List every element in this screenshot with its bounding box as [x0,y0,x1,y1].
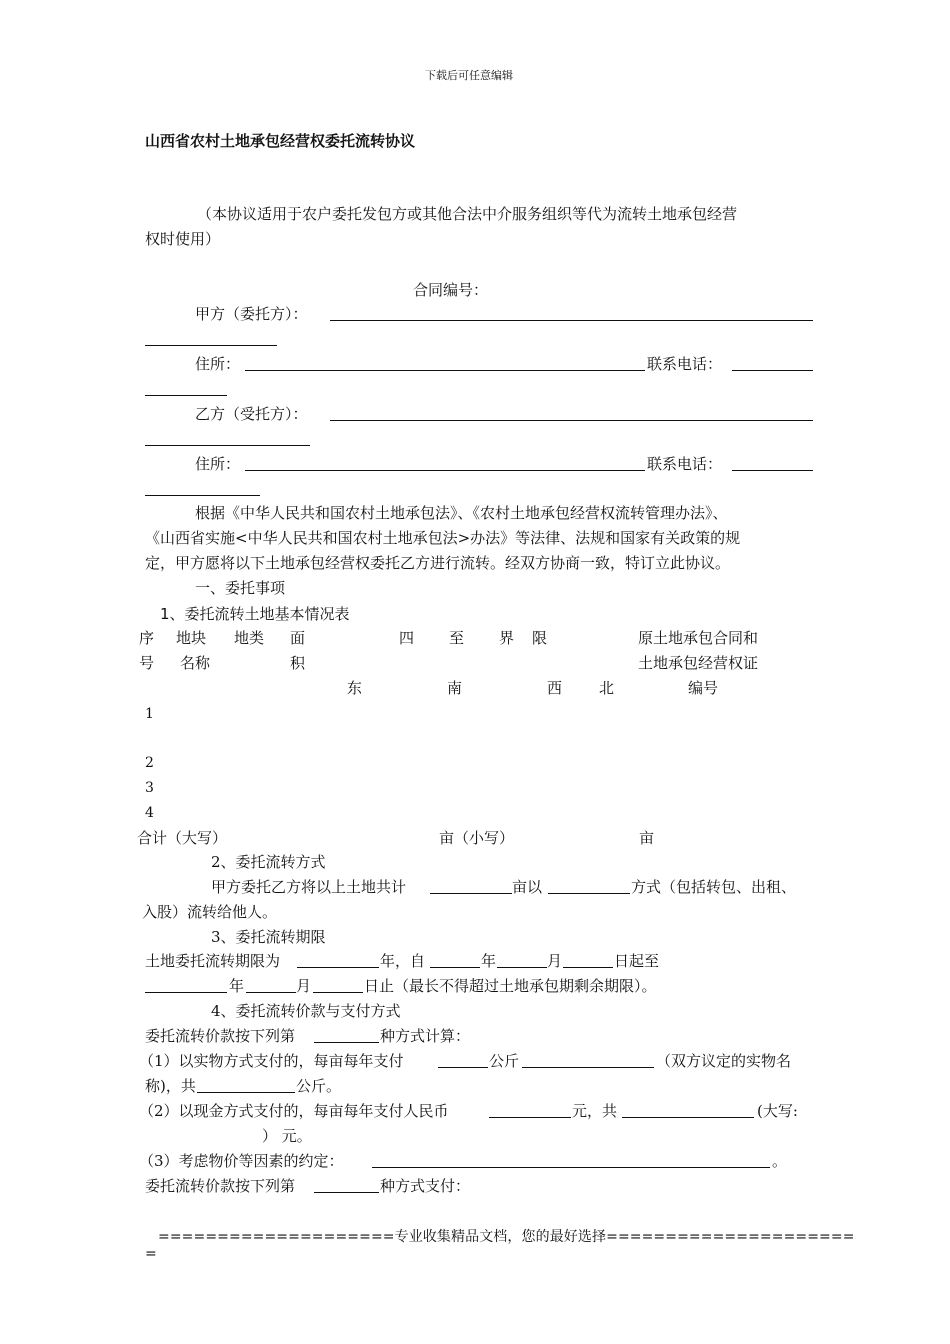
s4-pay-method-field[interactable] [314,1192,379,1193]
party-a-label: 甲方（委托方）： [195,305,308,323]
s3-line1-e: 日起至 [614,952,660,970]
s3-start-year-field[interactable] [430,967,480,968]
col-header-xu: 序 [139,629,155,647]
s2-line1-c: 方式（包括转包、出租、 [631,878,797,896]
s4-p1-kg-field[interactable] [438,1067,488,1068]
s4-p3-b: 。 [772,1152,788,1170]
section-3-heading: 3、委托流转期限 [211,928,326,946]
party-b-phone-field[interactable] [732,470,813,471]
col-header-xian: 限 [532,629,548,647]
s4-calc-method-field[interactable] [314,1042,379,1043]
basis-line-1: 根据《中华人民共和国农村土地承包法》、《农村土地承包经营权流转管理办法》、 [195,504,728,522]
party-a-phone-field-cont[interactable] [145,395,227,396]
party-a-address-field[interactable] [245,370,645,371]
col-header-zhi: 至 [449,629,465,647]
s4-p1-d: 称)，共 [145,1077,196,1095]
s4-p1-a: （1）以实物方式支付的，每亩每年支付 [139,1052,404,1070]
col-header-dilei: 地类 [234,629,265,647]
s2-method-field[interactable] [548,893,630,894]
subsection-1-heading: 1、委托流转土地基本情况表 [160,605,350,623]
basis-line-3: 定，甲方愿将以下土地承包经营权委托乙方进行流转。经双方协商一致，特订立此协议。 [145,554,731,572]
s4-p2-rmb-field[interactable] [489,1117,571,1118]
s4-p1-e: 公斤。 [296,1077,342,1095]
intro-line-2: 权时使用） [145,230,221,248]
party-b-phone-label: 联系电话： [647,455,723,473]
s4-p2-c: (大写: [757,1102,798,1120]
s3-line1-b: 年，自 [380,952,426,970]
s4-p2-b: 元，共 [572,1102,618,1120]
s3-start-day-field[interactable] [563,967,613,968]
s4-calc-b: 种方式计算： [380,1027,471,1045]
s2-area-field[interactable] [430,893,512,894]
s3-line2-c: 日止（最长不得超过土地承包期剩余期限）。 [364,977,657,995]
s3-end-year-field[interactable] [145,992,227,993]
s4-pay-b: 种方式支付： [380,1177,471,1195]
s4-p2-total-field[interactable] [622,1117,754,1118]
section-2-heading: 2、委托流转方式 [211,853,326,871]
s4-p3-a: （3）考虑物价等因素的约定： [139,1152,344,1170]
col-header-si: 四 [399,629,415,647]
s3-end-month-field[interactable] [246,992,296,993]
party-a-phone-field[interactable] [732,370,813,371]
s3-end-day-field[interactable] [313,992,363,993]
s3-line1-d: 月 [547,952,563,970]
col-header-mian: 面 [290,629,306,647]
s4-p1-b: 公斤 [489,1052,520,1070]
s3-start-month-field[interactable] [497,967,547,968]
s4-p1-c: （双方议定的实物名 [656,1052,792,1070]
col-header-dikuai: 地块 [176,629,207,647]
s3-years-field[interactable] [297,967,379,968]
col-header-original-3: 编号 [688,679,719,697]
contract-number-label: 合同编号： [413,281,489,299]
s3-line1-a: 土地委托流转期限为 [145,952,281,970]
col-header-nan: 南 [447,679,463,697]
col-header-bei: 北 [599,679,615,697]
party-a-address-label: 住所： [195,355,241,373]
section-4-heading: 4、委托流转价款与支付方式 [211,1002,401,1020]
col-header-mingcheng: 名称 [180,654,211,672]
col-header-hao: 号 [139,654,155,672]
col-header-ji: 积 [290,654,306,672]
col-header-jie: 界 [499,629,515,647]
basis-line-2: 《山西省实施<中华人民共和国农村土地承包法>办法》等法律、法规和国家有关政策的规 [145,529,741,547]
footer-line-2: = [145,1246,157,1262]
total-mu-label: 亩 [639,829,655,847]
table-row-3: 3 [145,780,154,796]
footer-line-1: ====================专业收集精品文档，您的最好选择===================== [158,1229,855,1245]
header-note: 下载后可任意编辑 [425,69,513,82]
s2-line1-b: 亩以 [512,878,543,896]
total-label: 合计（大写） [137,829,228,847]
party-b-address-label: 住所： [195,455,241,473]
party-a-name-field-cont[interactable] [145,345,277,346]
document-title: 山西省农村土地承包经营权委托流转协议 [145,132,416,150]
intro-line-1: （本协议适用于农户委托发包方或其他合法中介服务组织等代为流转土地承包经营 [197,205,738,223]
party-b-address-field[interactable] [245,470,645,471]
s4-p2-d: ） 元。 [262,1127,312,1145]
s3-line2-a: 年 [229,977,245,995]
section-1-heading: 一、委托事项 [195,579,286,597]
col-header-original-2: 土地承包经营权证 [638,654,759,672]
col-header-xi: 西 [547,679,563,697]
s4-calc-a: 委托流转价款按下列第 [145,1027,296,1045]
table-row-2: 2 [145,755,154,771]
party-a-phone-label: 联系电话： [647,355,723,373]
col-header-dong: 东 [347,679,363,697]
s4-p3-field[interactable] [372,1167,770,1168]
s4-pay-a: 委托流转价款按下列第 [145,1177,296,1195]
s2-line2: 入股）流转给他人。 [142,903,278,921]
s2-line1-a: 甲方委托乙方将以上土地共计 [211,878,407,896]
total-mu-small-label: 亩（小写） [439,829,515,847]
s4-p1-item-field[interactable] [522,1067,654,1068]
party-b-name-field[interactable] [330,420,813,421]
party-b-phone-field-cont[interactable] [145,495,260,496]
party-b-label: 乙方（受托方）： [195,405,308,423]
table-row-4: 4 [145,805,154,821]
s4-p2-a: （2）以现金方式支付的，每亩每年支付人民币 [139,1102,449,1120]
table-row-1: 1 [145,706,154,722]
s3-line2-b: 月 [296,977,312,995]
col-header-original-1: 原土地承包合同和 [638,629,759,647]
party-a-name-field[interactable] [330,320,813,321]
party-b-name-field-cont[interactable] [145,445,310,446]
s3-line1-c: 年 [481,952,497,970]
s4-p1-total-field[interactable] [197,1092,295,1093]
